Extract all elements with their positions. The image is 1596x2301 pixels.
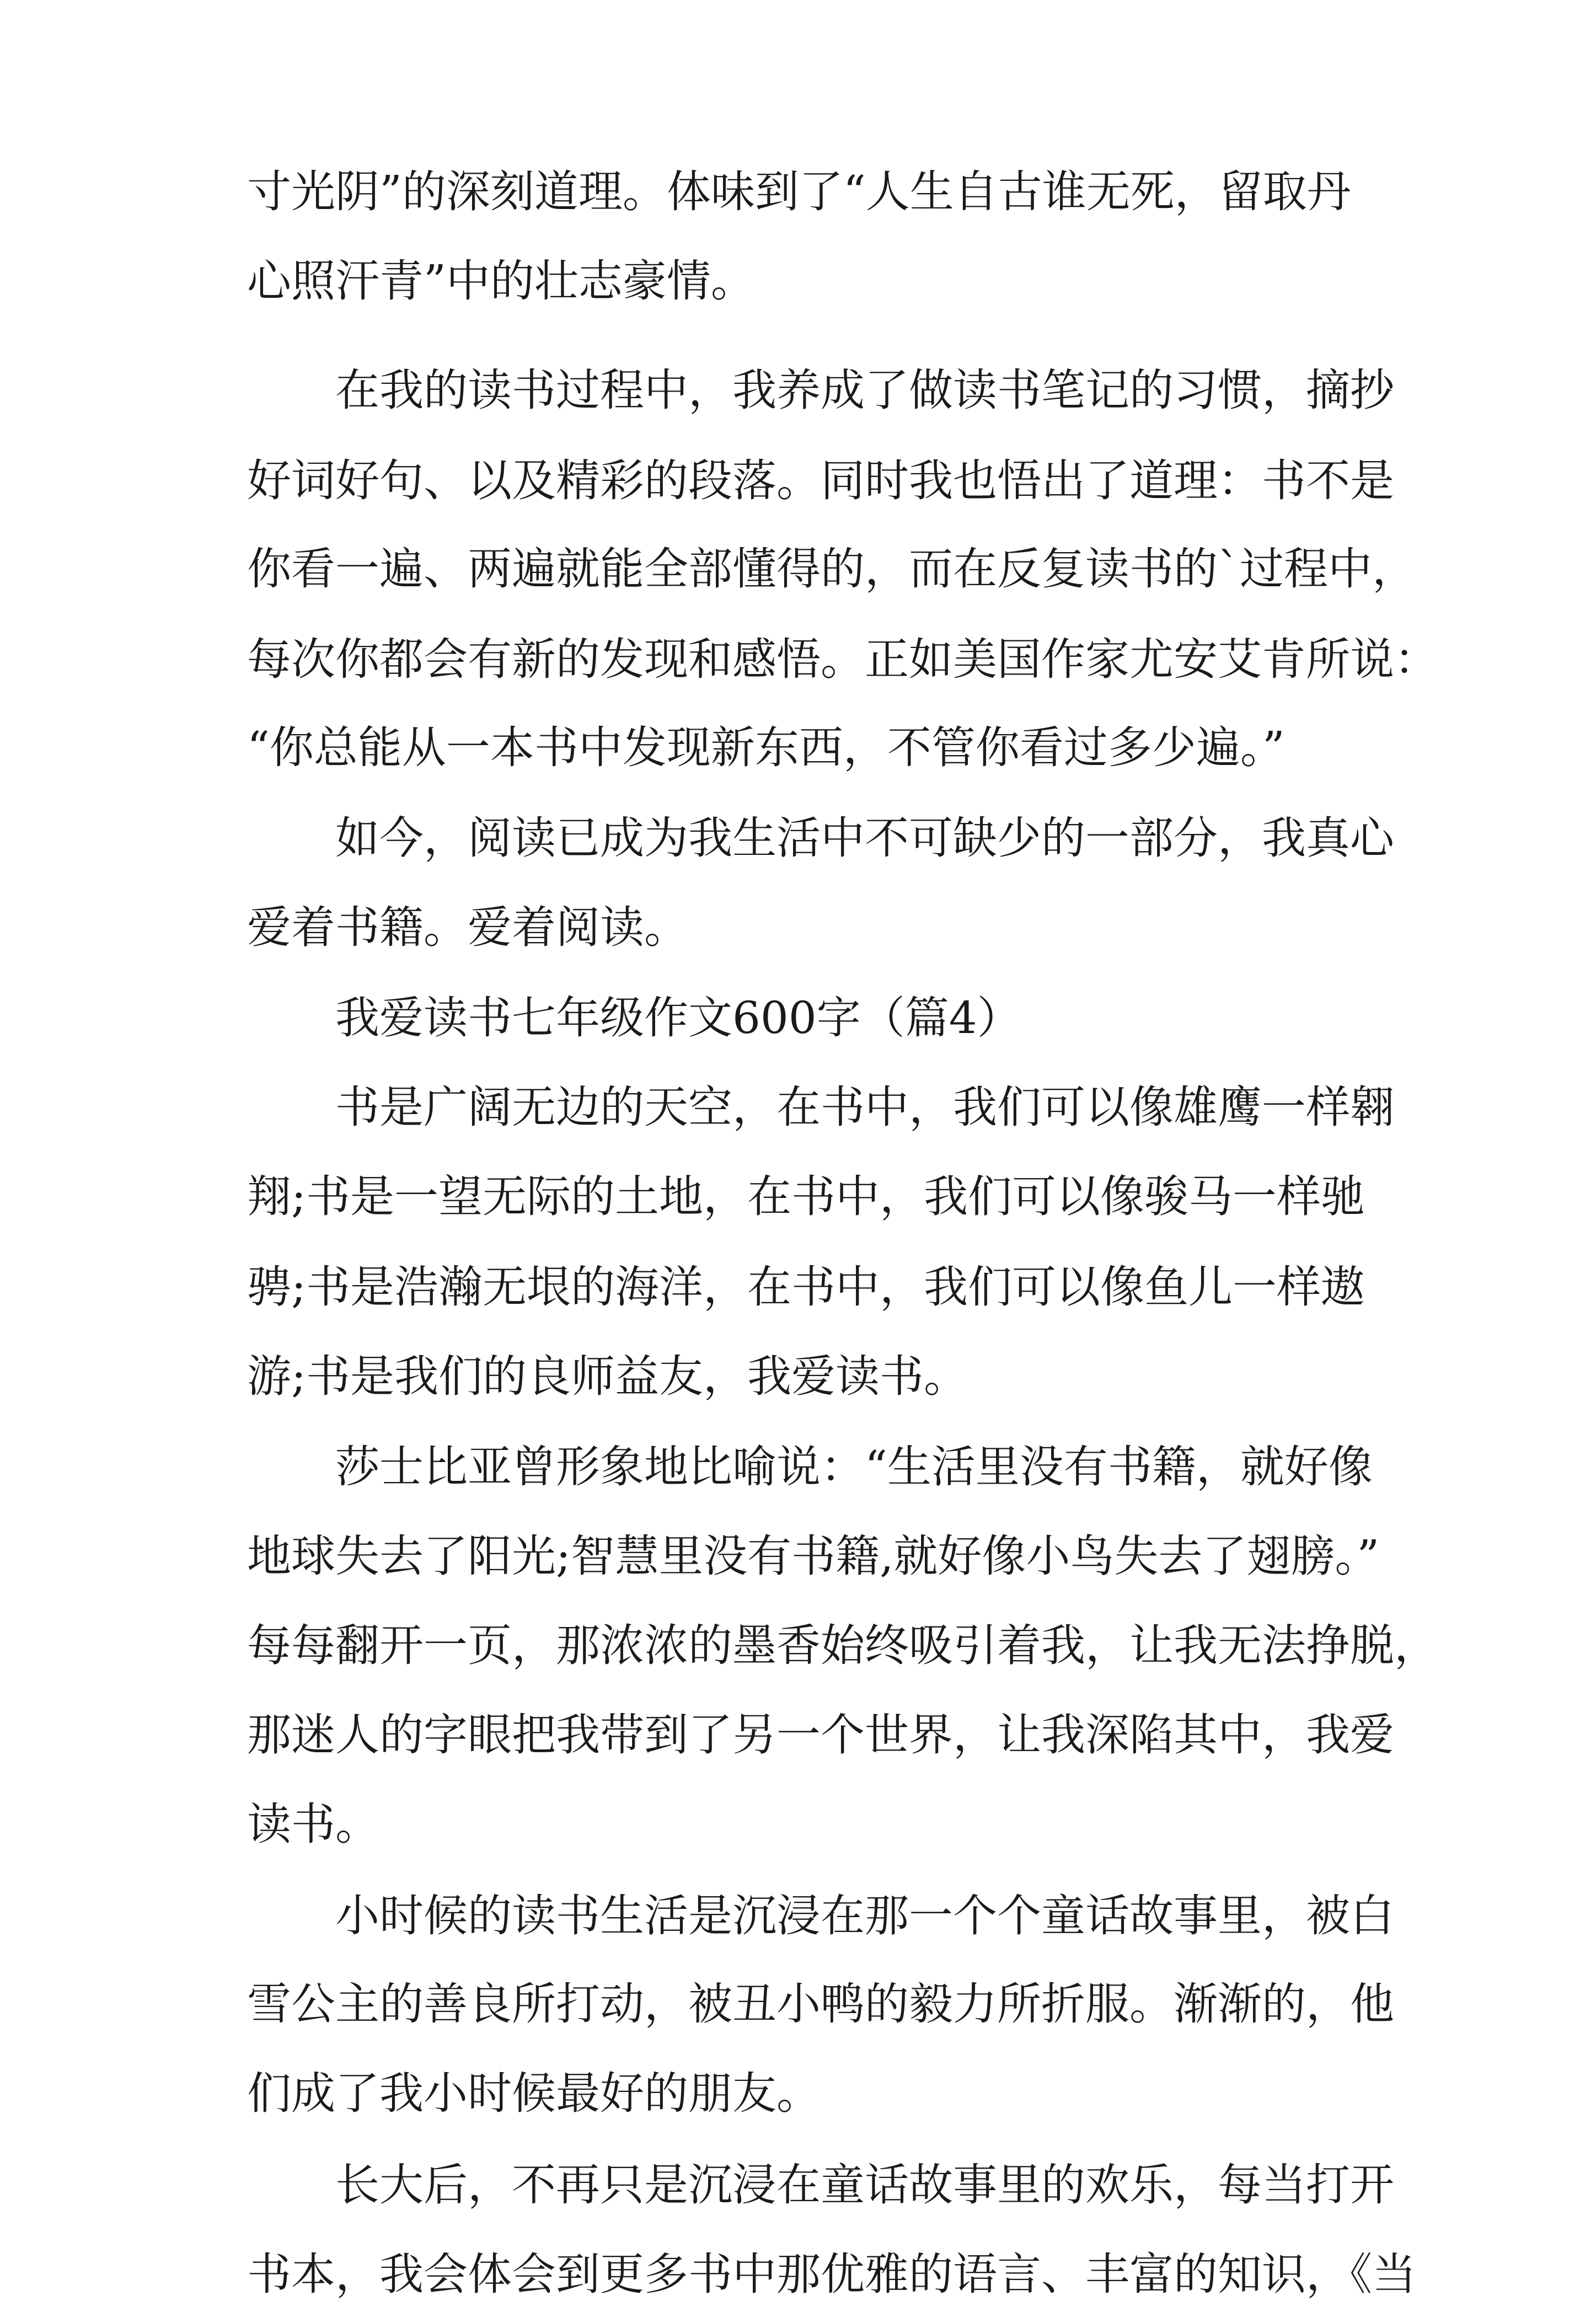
- text-line: 游;书是我们的良师益友，我爱读书。: [247, 1351, 968, 1402]
- text-line: 每次你都会有新的发现和感悟。正如美国作家尤安艾肯所说：: [247, 634, 1438, 685]
- text-line: 在我的读书过程中，我养成了做读书笔记的习惯，摘抄: [335, 365, 1394, 416]
- text-line: 翔;书是一望无际的土地，在书中，我们可以像骏马一样驰: [247, 1171, 1365, 1222]
- text-line: 心照汗青”中的壮志豪情。: [247, 255, 755, 307]
- text-line: 雪公主的善良所打动，被丑小鸭的毅力所折服。渐渐的，他: [247, 1978, 1394, 2030]
- text-line: 读书。: [247, 1799, 379, 1850]
- text-line: 那迷人的字眼把我带到了另一个世界，让我深陷其中，我爱: [247, 1709, 1394, 1760]
- text-line: 骋;书是浩瀚无垠的海洋，在书中，我们可以像鱼儿一样遨: [247, 1261, 1365, 1313]
- text-line: 每每翻开一页，那浓浓的墨香始终吸引着我，让我无法挣脱，: [247, 1620, 1438, 1671]
- text-line: 书是广阔无边的天空，在书中，我们可以像雄鹰一样翱: [335, 1082, 1394, 1133]
- text-line: 你看一遍、两遍就能全部懂得的，而在反复读书的`过程中，: [247, 543, 1416, 595]
- text-line: 好词好句、以及精彩的段落。同时我也悟出了道理：书不是: [247, 455, 1394, 506]
- text-line: 地球失去了阳光;智慧里没有书籍,就好像小鸟失去了翅膀。”: [247, 1531, 1380, 1582]
- text-line: 们成了我小时候最好的朋友。: [247, 2068, 821, 2119]
- text-line: 小时候的读书生活是沉浸在那一个个童话故事里，被白: [335, 1890, 1394, 1941]
- text-line: 如今，阅读已成为我生活中不可缺少的一部分，我真心: [335, 812, 1394, 864]
- text-line: 寸光阴”的深刻道理。体味到了“人生自古谁无死，留取丹: [247, 166, 1351, 217]
- text-line: 爱着书籍。爱着阅读。: [247, 902, 688, 953]
- text-line: 我爱读书七年级作文600字（篇4）: [335, 992, 1021, 1044]
- text-line: 莎士比亚曾形象地比喻说：“生活里没有书籍，就好像: [335, 1441, 1373, 1492]
- text-line: 长大后，不再只是沉浸在童话故事里的欢乐，每当打开: [335, 2159, 1394, 2211]
- text-line: 书本，我会体会到更多书中那优雅的语言、丰富的知识，《当: [247, 2249, 1416, 2300]
- text-line: “你总能从一本书中发现新东西，不管你看过多少遍。”: [247, 722, 1285, 773]
